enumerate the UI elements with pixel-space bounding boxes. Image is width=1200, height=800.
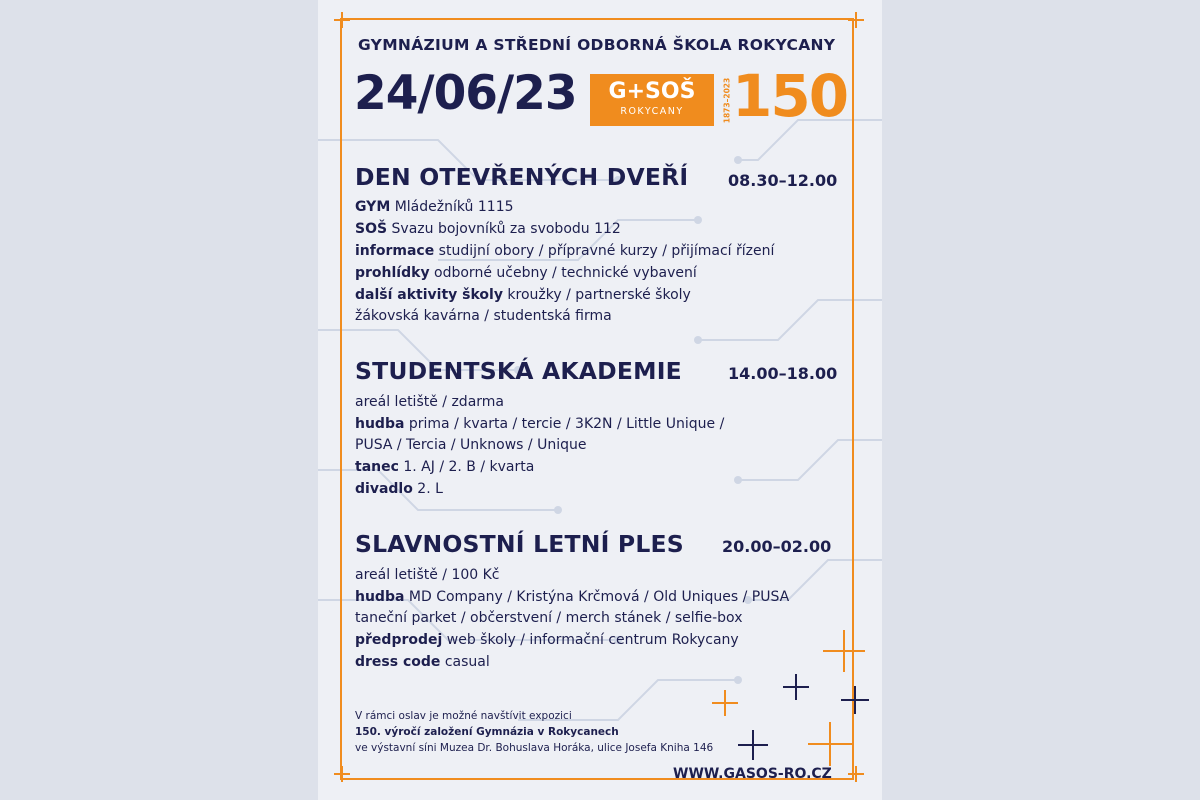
section-line: prohlídky odborné učebny / technické vybavení xyxy=(355,265,697,281)
event-poster xyxy=(318,0,882,800)
section-line: žákovská kavárna / studentská firma xyxy=(355,308,612,324)
section-time-open-day: 08.30–12.00 xyxy=(728,171,838,190)
section-title-open-day: DEN OTEVŘENÝCH DVEŘÍ xyxy=(355,163,689,191)
section-title-ball: SLAVNOSTNÍ LETNÍ PLES xyxy=(355,530,684,558)
plus-icon xyxy=(841,686,869,714)
section-line: PUSA / Tercia / Unknows / Unique xyxy=(355,437,587,453)
section-line: informace studijní obory / přípravné kurzy / přijímací řízení xyxy=(355,243,775,259)
plus-icon xyxy=(334,766,350,782)
footer-line: ve výstavní síni Muzea Dr. Bohuslava Horáka, ulice Josefa Kniha 146 xyxy=(355,742,714,754)
section-time-ball: 20.00–02.00 xyxy=(722,537,832,556)
section-line: předprodej web školy / informační centrum Rokycany xyxy=(355,632,739,648)
section-line: divadlo 2. L xyxy=(355,481,443,497)
section-line: tanec 1. AJ / 2. B / kvarta xyxy=(355,459,535,475)
section-line: GYM Mládežníků 1115 xyxy=(355,199,514,215)
section-line: areál letiště / zdarma xyxy=(355,394,504,410)
anniversary-number: 150 xyxy=(732,62,848,130)
decorative-plus-cluster xyxy=(708,628,882,778)
section-line: taneční parket / občerstvení / merch stánek / selfie-box xyxy=(355,610,743,626)
years-range-text: 1873–2023 xyxy=(722,77,732,124)
logo-sub-text: ROKYCANY xyxy=(620,106,684,117)
section-line: hudba MD Company / Kristýna Krčmová / Old Uniques / PUSA xyxy=(355,589,790,605)
plus-icon xyxy=(848,12,864,28)
plus-icon xyxy=(783,674,809,700)
logo-main-text: G+SOŠ xyxy=(608,79,696,104)
section-time-academy: 14.00–18.00 xyxy=(728,364,838,383)
footer-line: 150. výročí založení Gymnázia v Rokycanech xyxy=(355,726,619,738)
section-line: dress code casual xyxy=(355,654,490,670)
plus-icon xyxy=(738,730,768,760)
event-date: 24/06/23 xyxy=(354,66,577,121)
section-line: SOŠ Svazu bojovníků za svobodu 112 xyxy=(355,221,621,237)
school-name: GYMNÁZIUM A STŘEDNÍ ODBORNÁ ŠKOLA ROKYCANY xyxy=(358,36,836,54)
plus-icon xyxy=(823,630,865,672)
plus-icon xyxy=(334,12,350,28)
plus-icon xyxy=(712,690,738,716)
footer-line: V rámci oslav je možné navštívit expozici xyxy=(355,710,572,722)
section-line: areál letiště / 100 Kč xyxy=(355,567,500,583)
section-line: další aktivity školy kroužky / partnerské školy xyxy=(355,287,691,303)
section-title-academy: STUDENTSKÁ AKADEMIE xyxy=(355,357,682,385)
school-logo xyxy=(590,74,714,126)
years-range xyxy=(719,76,733,128)
plus-icon xyxy=(808,722,852,766)
section-line: hudba prima / kvarta / tercie / 3K2N / Little Unique / xyxy=(355,416,725,432)
website-url: WWW.GASOS-RO.CZ xyxy=(673,766,832,782)
